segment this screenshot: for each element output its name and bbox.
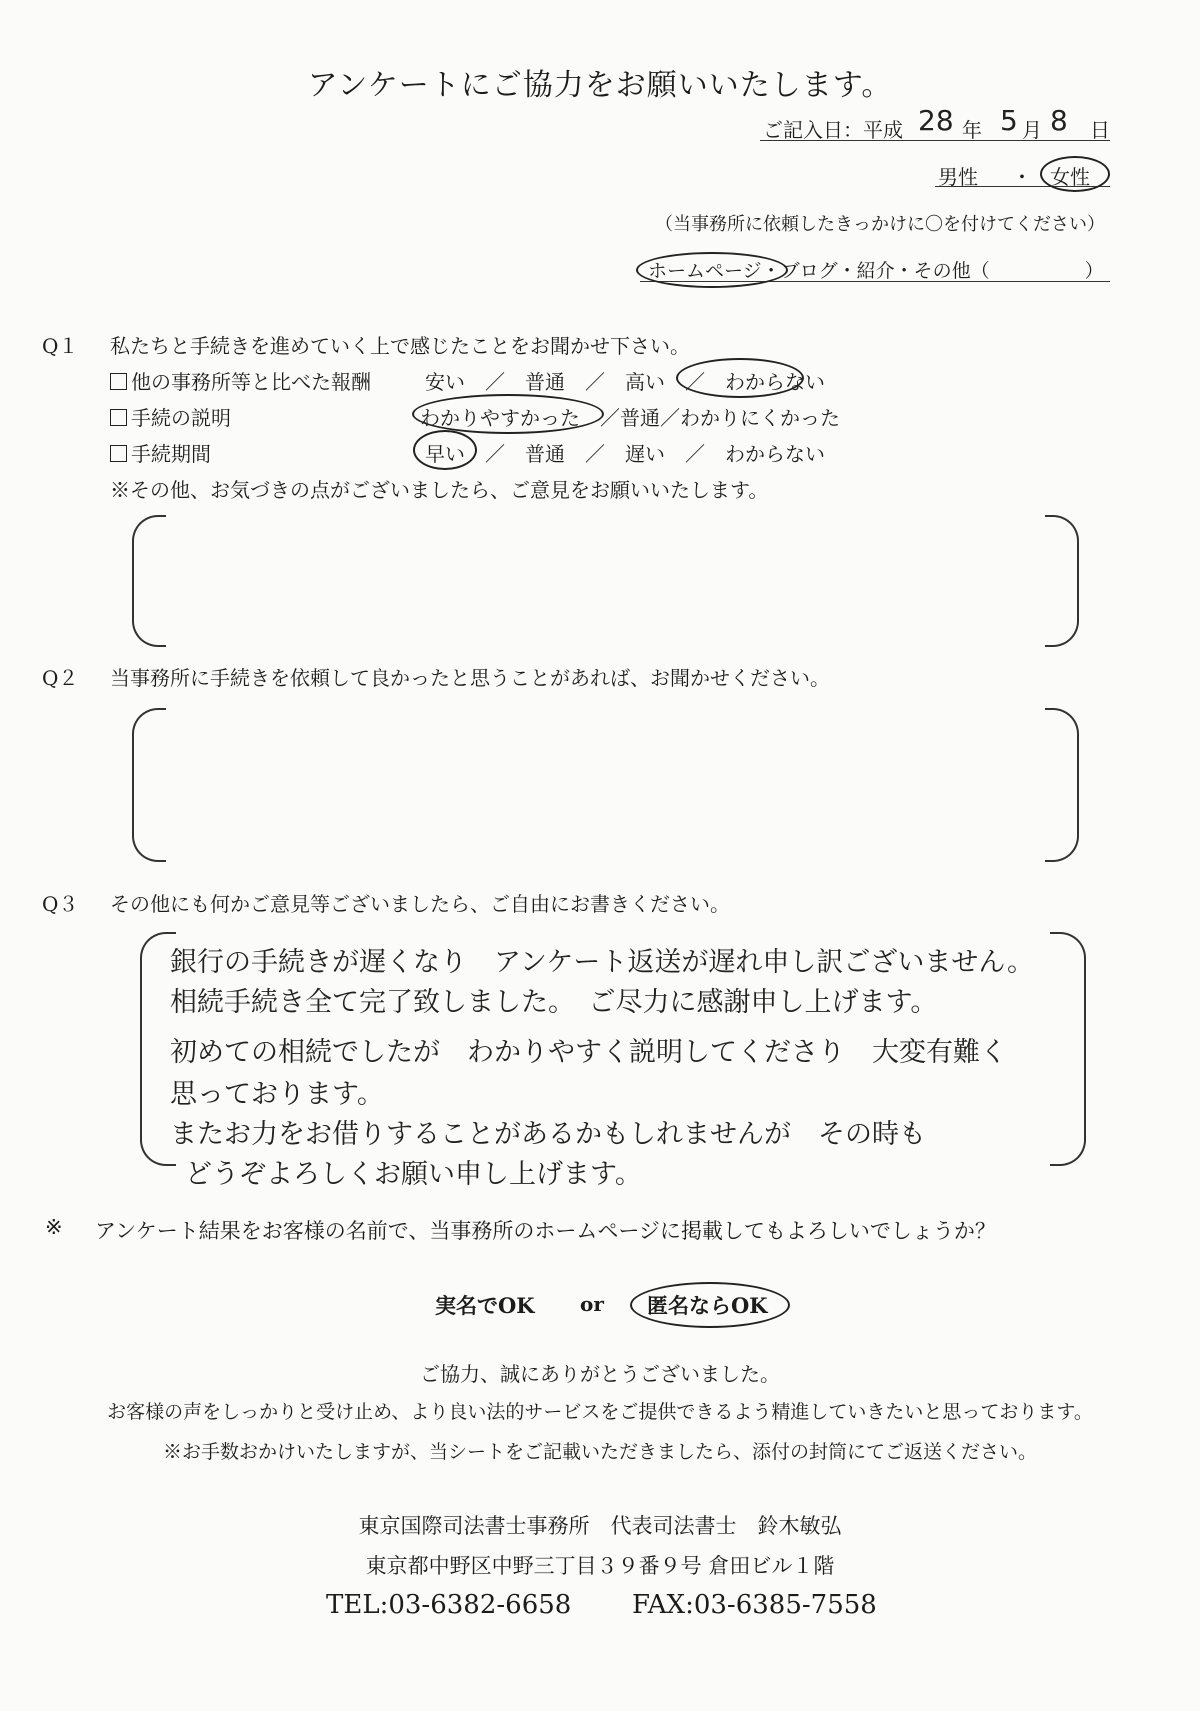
q2-question: 当事務所に手続きを依頼して良かったと思うことがあれば、お聞かせください。 [110, 666, 830, 690]
q3-question: その他にも何かご意見等ございましたら、ご自由にお書きください。 [110, 892, 730, 916]
q3-handwritten-line: 銀行の手続きが遅くなり アンケート返送が遅れ申し訳ございません。 [170, 947, 1034, 978]
gender-female: 女性 [1050, 165, 1090, 189]
q2-comment-box-right [1045, 708, 1079, 862]
q1-row-period-item: 手続期間 [131, 442, 211, 466]
footer-fax: FAX:03-6385-7558 [632, 1590, 877, 1620]
q3-label: Q３ [42, 892, 79, 916]
closing-return-note: ※お手数おかけいたしますが、当シートをご記載いただきましたら、添付の封筒にてご返送ください。 [162, 1441, 1037, 1463]
q3-handwritten-line: 初めての相続でしたが わかりやすく説明してくださり 大変有難く [170, 1037, 1007, 1068]
q1-row-explanation-item: 手続の説明 [131, 406, 231, 430]
gender-separator: ・ [1012, 165, 1032, 189]
checkbox [110, 445, 127, 462]
q1-label: Q１ [42, 334, 79, 358]
publish-real-name-option: 実名でOK [435, 1293, 535, 1318]
q3-handwritten-line: どうぞよろしくお願い申し上げます。 [185, 1159, 642, 1190]
q1-row-explanation [110, 402, 231, 431]
date-label: ご記入日：平成 [763, 118, 903, 142]
q1-row-fee-options: 安い ／ 普通 ／ 高い ／ わからない [425, 370, 825, 394]
q3-comment-box-right [1050, 932, 1086, 1166]
date-day-unit: 日 [1090, 118, 1110, 142]
publish-mark: ※ [45, 1215, 63, 1239]
q3-handwritten-line: 思っております。 [170, 1079, 384, 1110]
footer-office: 東京国際司法書士事務所 代表司法書士 鈴木敏弘 [358, 1514, 842, 1538]
q2-comment-box-left [132, 708, 166, 862]
q2-label: Q２ [42, 666, 79, 690]
date-month-unit: 月 [1022, 118, 1042, 142]
footer-tel: TEL:03-6382-6658 [326, 1590, 572, 1620]
trigger-prompt: （当事務所に依頼したきっかけに〇を付けてください） [655, 214, 1105, 235]
checkbox [110, 409, 127, 426]
date-month: 5 [1000, 104, 1018, 137]
q1-row-period-options: 早い ／ 普通 ／ 遅い ／ わからない [425, 442, 825, 466]
trigger-options: ホームページ・ブログ・紹介・その他（ ） [648, 260, 1104, 282]
q1-question: 私たちと手続きを進めていく上で感じたことをお聞かせ下さい。 [110, 334, 690, 358]
publish-question: アンケート結果をお客様の名前で、当事務所のホームページに掲載してもよろしいでしょうか？ [95, 1219, 996, 1243]
publish-anonymous-option: 匿名ならOK [647, 1293, 768, 1318]
q1-comment-box-left [132, 515, 166, 647]
date-day: 8 [1050, 104, 1068, 137]
checkbox [110, 373, 127, 390]
survey-title: アンケートにご協力をお願いいたします。 [307, 68, 893, 103]
publish-or: or [580, 1292, 604, 1316]
q1-note: ※その他、お気づきの点がございましたら、ご意見をお願いいたします。 [110, 478, 769, 502]
q1-comment-box-right [1045, 515, 1079, 647]
date-year: 28 [918, 104, 954, 137]
date-year-unit: 年 [962, 118, 982, 142]
q1-row-explanation-options: わかりやすかった ／普通／わかりにくかった [420, 406, 840, 430]
gender-male: 男性 [938, 165, 978, 189]
closing-thanks: ご協力、誠にありがとうございました。 [420, 1362, 780, 1386]
q1-row-fee [110, 366, 371, 395]
q1-row-fee-item: 他の事務所等と比べた報酬 [131, 370, 371, 394]
footer-address: 東京都中野区中野三丁目３９番９号 倉田ビル１階 [365, 1554, 835, 1578]
q1-row-period [110, 438, 211, 467]
closing-message: お客様の声をしっかりと受け止め、より良い法的サービスをご提供できるよう精進していきたいと思っております。 [107, 1401, 1093, 1423]
q3-handwritten-line: またお力をお借りすることがあるかもしれませんが その時も [170, 1119, 926, 1150]
q3-handwritten-line: 相続手続き全て完了致しました。 ご尽力に感謝申し上げます。 [170, 987, 938, 1018]
